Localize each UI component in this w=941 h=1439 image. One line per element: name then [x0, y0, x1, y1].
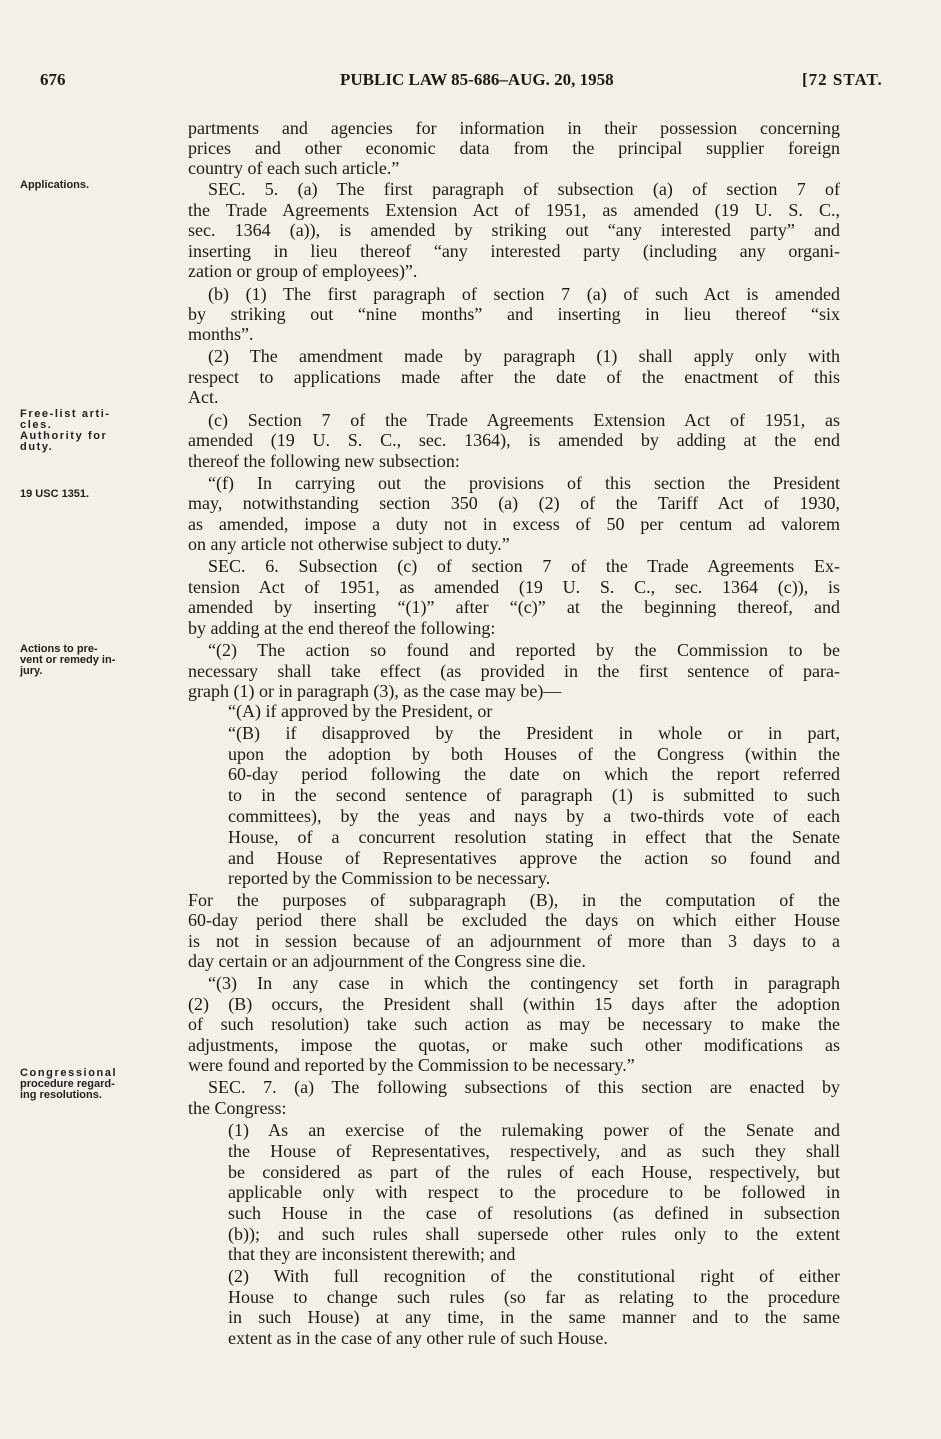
body-line: to in the second sentence of paragraph (1) is submitted to such	[228, 785, 840, 805]
body-line: Act.	[188, 387, 219, 407]
body-line: inserting in lieu thereof “any interested party (including any organi-	[188, 241, 840, 261]
body-line: “(f) In carrying out the provisions of this section the President	[208, 473, 840, 493]
margin-note-applications: Applications.	[20, 179, 90, 191]
body-line: by striking out “nine months” and inserting in lieu thereof “six	[188, 304, 840, 324]
body-line: SEC. 7. (a) The following subsections of this section are enacted by	[208, 1077, 840, 1097]
body-line: (b) (1) The first paragraph of section 7 (a) of such Act is amended	[208, 284, 840, 304]
body-line: (b)); and such rules shall supersede other rules only to the extent	[228, 1224, 840, 1244]
body-line: the House of Representatives, respectively, and as such they shall	[228, 1141, 840, 1161]
body-line: the Trade Agreements Extension Act of 1951, as amended (19 U. S. C.,	[188, 200, 840, 220]
body-line: in such House) at any time, in the same manner and to the same	[228, 1307, 840, 1327]
body-line: extent as in the case of any other rule of such House.	[228, 1328, 608, 1348]
body-line: such House in the case of resolutions (as defined in subsection	[228, 1203, 840, 1223]
body-line: (2) The amendment made by paragraph (1) shall apply only with	[208, 346, 840, 366]
body-line: that they are inconsistent therewith; and	[228, 1244, 516, 1264]
body-line: the Congress:	[188, 1098, 287, 1118]
body-line: necessary shall take effect (as provided in the first sentence of para-	[188, 661, 840, 681]
body-line: respect to applications made after the date of the enactment of this	[188, 367, 840, 387]
body-line: (2) With full recognition of the constitutional right of either	[228, 1266, 840, 1286]
body-line: “(2) The action so found and reported by the Commission to be	[208, 640, 840, 660]
body-line: committees), by the yeas and nays by a two-thirds vote of each	[228, 806, 840, 826]
body-line: applicable only with respect to the procedure to be followed in	[228, 1182, 840, 1202]
body-line: graph (1) or in paragraph (3), as the case may be)—	[188, 681, 562, 701]
body-line: by adding at the end thereof the following:	[188, 618, 496, 638]
body-line: adjustments, impose the quotas, or make such other modifications as	[188, 1035, 840, 1055]
body-line: (1) As an exercise of the rulemaking power of the Senate and	[228, 1120, 840, 1140]
statute-reference: [72 STAT.	[802, 70, 883, 89]
body-line: reported by the Commission to be necessary.	[228, 868, 551, 888]
body-line: SEC. 6. Subsection (c) of section 7 of the Trade Agreements Ex-	[208, 556, 840, 576]
body-line: tension Act of 1951, as amended (19 U. S. C., sec. 1364 (c)), is	[188, 577, 840, 597]
body-line: sec. 1364 (a)), is amended by striking out “any interested party” and	[188, 220, 840, 240]
body-line: 60-day period there shall be excluded the days on which either House	[188, 910, 840, 930]
page-number: 676	[40, 70, 66, 89]
body-line: amended (19 U. S. C., sec. 1364), is amended by adding at the end	[188, 430, 840, 450]
body-line: House, of a concurrent resolution stating in effect that the Senate	[228, 827, 840, 847]
body-line: partments and agencies for information in their possession concerning	[188, 118, 840, 138]
margin-note-free-list-articles: Free-list arti- cles. Authority for duty.	[20, 408, 111, 453]
body-line: “(3) In any case in which the contingency set forth in paragraph	[208, 973, 840, 993]
body-line: is not in session because of an adjournment of more than 3 days to a	[188, 931, 840, 951]
body-line: House to change such rules (so far as relating to the procedure	[228, 1287, 840, 1307]
body-line: months”.	[188, 324, 254, 344]
body-line: upon the adoption by both Houses of the Congress (within the	[228, 744, 840, 764]
body-line: “(A) if approved by the President, or	[228, 701, 493, 721]
body-line: country of each such article.”	[188, 158, 400, 178]
margin-note-usc-1351: 19 USC 1351.	[20, 488, 90, 500]
body-line: zation or group of employees)”.	[188, 261, 418, 281]
body-line: (c) Section 7 of the Trade Agreements Extension Act of 1951, as	[208, 410, 840, 430]
body-line: and House of Representatives approve the action so found and	[228, 848, 840, 868]
running-head: PUBLIC LAW 85-686–AUG. 20, 1958	[340, 70, 614, 89]
body-line: be considered as part of the rules of each House, respectively, but	[228, 1162, 840, 1182]
body-line: 60-day period following the date on which the report referred	[228, 764, 840, 784]
body-line: thereof the following new subsection:	[188, 451, 460, 471]
margin-note-congressional-procedure: Congressional procedure regard- ing resolutions.	[20, 1067, 118, 1101]
body-line: For the purposes of subparagraph (B), in the computation of the	[188, 890, 840, 910]
body-line: (2) (B) occurs, the President shall (within 15 days after the adoption	[188, 994, 840, 1014]
body-line: prices and other economic data from the principal supplier foreign	[188, 138, 840, 158]
margin-note-actions-to-prevent-injury: Actions to pre- vent or remedy in- jury.	[20, 643, 116, 677]
page-header	[40, 70, 900, 94]
body-line: amended by inserting “(1)” after “(c)” at the beginning thereof, and	[188, 597, 840, 617]
body-line: SEC. 5. (a) The first paragraph of subsection (a) of section 7 of	[208, 179, 840, 199]
body-line: were found and reported by the Commission to be necessary.”	[188, 1055, 635, 1075]
body-line: on any article not otherwise subject to duty.”	[188, 534, 510, 554]
body-line: may, notwithstanding section 350 (a) (2) of the Tariff Act of 1930,	[188, 493, 840, 513]
body-line: as amended, impose a duty not in excess of 50 per centum ad valorem	[188, 514, 840, 534]
body-line: of such resolution) take such action as may be necessary to make the	[188, 1014, 840, 1034]
body-line: day certain or an adjournment of the Congress sine die.	[188, 951, 586, 971]
body-line: “(B) if disapproved by the President in whole or in part,	[228, 723, 840, 743]
